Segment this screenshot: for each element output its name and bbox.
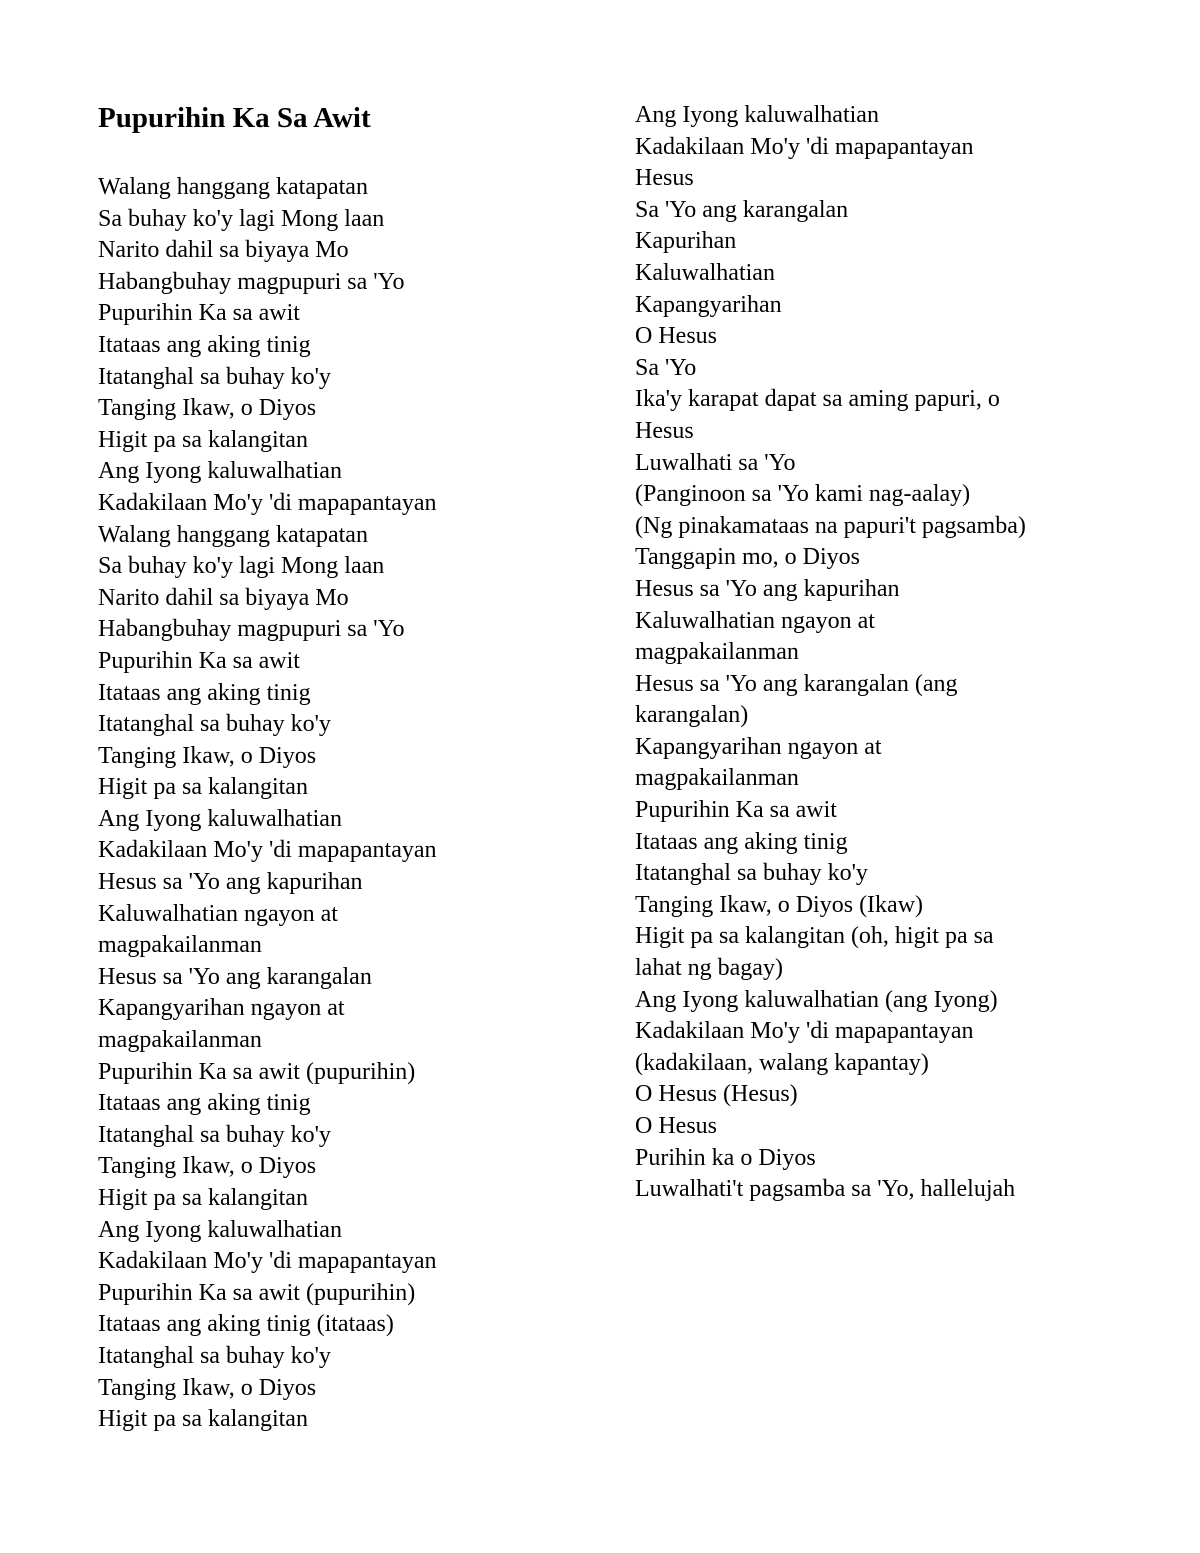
lyric-line: Ang Iyong kaluwalhatian — [98, 805, 342, 832]
lyric-line: Itataas ang aking tinig (itataas) — [98, 1311, 394, 1338]
lyric-line: Tanging Ikaw, o Diyos — [98, 742, 317, 769]
lyric-line: Higit pa sa kalangitan — [98, 1185, 308, 1211]
lyric-line: Kadakilaan Mo'y 'di mapapantayan — [635, 133, 974, 160]
lyric-line: Itatanghal sa buhay ko'y — [635, 860, 868, 887]
lyric-line: Habangbuhay magpupuri sa 'Yo — [98, 268, 405, 295]
lyric-line: Hesus sa 'Yo ang karangalan (ang — [635, 670, 958, 697]
lyric-line: Kadakilaan Mo'y 'di mapapantayan — [98, 837, 437, 864]
lyric-line: Kadakilaan Mo'y 'di mapapantayan — [98, 1248, 437, 1275]
lyric-line: Ang Iyong kaluwalhatian — [98, 1216, 342, 1243]
lyric-line: Luwalhati sa 'Yo — [635, 449, 796, 476]
lyric-line: Kadakilaan Mo'y 'di mapapantayan — [98, 489, 437, 516]
lyric-line: Tanging Ikaw, o Diyos (Ikaw) — [635, 891, 924, 918]
lyric-line: Tanging Ikaw, o Diyos — [98, 1374, 317, 1401]
lyric-line: magpakailanman — [98, 1027, 262, 1054]
lyric-line: Habangbuhay magpupuri sa 'Yo — [98, 616, 405, 643]
lyric-line: (Panginoon sa 'Yo kami nag-aalay) — [635, 481, 971, 508]
lyric-line: (Ng pinakamataas na papuri't pagsamba) — [635, 512, 1026, 539]
lyric-line: Itataas ang aking tinig — [98, 1090, 311, 1117]
lyric-line: Pupurihin Ka sa awit — [635, 797, 837, 824]
lyric-line: Tanging Ikaw, o Diyos — [98, 395, 317, 422]
lyric-line: Higit pa sa kalangitan (oh, higit pa sa — [635, 923, 994, 950]
lyric-line: Sa buhay ko'y lagi Mong laan — [98, 205, 385, 232]
lyric-line: Hesus sa 'Yo ang karangalan — [98, 963, 372, 990]
lyric-line: Sa buhay ko'y lagi Mong laan — [98, 553, 385, 580]
lyric-line: Itataas ang aking tinig — [98, 331, 311, 358]
lyric-line: Tanggapin mo, o Diyos — [635, 544, 860, 571]
lyric-line: Pupurihin Ka sa awit — [98, 300, 300, 327]
lyric-line: Hesus — [635, 417, 694, 444]
lyric-line: Hesus sa 'Yo ang kapurihan — [98, 869, 363, 896]
lyric-line: Ika'y karapat dapat sa aming papuri, o — [635, 386, 1000, 413]
lyric-line: Narito dahil sa biyaya Mo — [98, 584, 349, 611]
lyric-line: Sa 'Yo ang karangalan — [635, 196, 849, 223]
lyric-line: Narito dahil sa biyaya Mo — [98, 237, 349, 264]
lyric-line: Higit pa sa kalangitan — [98, 426, 308, 453]
lyric-line: Itatanghal sa buhay ko'y — [98, 1121, 331, 1148]
lyric-line: Kapangyarihan ngayon at — [98, 995, 345, 1022]
lyric-line: Kaluwalhatian — [635, 259, 775, 286]
lyric-line: Kapangyarihan — [635, 291, 782, 318]
lyric-line: Hesus sa 'Yo ang kapurihan — [635, 575, 900, 602]
lyric-line: O Hesus (Hesus) — [635, 1081, 798, 1108]
lyric-line: Pupurihin Ka sa awit — [98, 647, 300, 674]
lyric-line: Higit pa sa kalangitan — [98, 774, 308, 801]
lyric-line: Walang hanggang katapatan — [98, 521, 368, 548]
lyric-line: Higit pa sa kalangitan — [98, 1406, 308, 1433]
song-title: Pupurihin Ka Sa Awit — [98, 102, 371, 134]
lyric-line: Itataas ang aking tinig — [98, 679, 311, 706]
lyric-line: Kadakilaan Mo'y 'di mapapantayan — [635, 1018, 974, 1045]
lyric-line: magpakailanman — [635, 639, 799, 666]
lyric-line: Kapurihan — [635, 228, 737, 255]
right-lyrics — [635, 100, 1026, 1206]
lyric-line: Itatanghal sa buhay ko'y — [98, 1342, 331, 1369]
lyric-line: Ang Iyong kaluwalhatian — [635, 102, 879, 128]
lyric-line: Ang Iyong kaluwalhatian (ang Iyong) — [635, 986, 998, 1013]
lyric-line: lahat ng bagay) — [635, 955, 783, 982]
lyric-line: Pupurihin Ka sa awit (pupurihin) — [98, 1279, 416, 1306]
lyric-line: Kaluwalhatian ngayon at — [98, 900, 338, 927]
lyric-line: magpakailanman — [635, 765, 799, 792]
lyric-line: Itatanghal sa buhay ko'y — [98, 711, 331, 738]
lyric-line: Pupurihin Ka sa awit (pupurihin) — [98, 1058, 416, 1085]
lyric-line: karangalan) — [635, 702, 749, 729]
lyric-line: Hesus — [635, 165, 694, 192]
lyric-line: Luwalhati't pagsamba sa 'Yo, hallelujah — [635, 1176, 1016, 1203]
lyric-line: Sa 'Yo — [635, 354, 697, 381]
lyric-line: Kapangyarihan ngayon at — [635, 733, 882, 760]
lyric-line: O Hesus — [635, 1113, 717, 1139]
lyric-line: Itatanghal sa buhay ko'y — [98, 363, 331, 390]
lyric-line: Kaluwalhatian ngayon at — [635, 607, 875, 634]
left-lyrics — [98, 172, 437, 1436]
lyric-line: Tanging Ikaw, o Diyos — [98, 1153, 317, 1180]
lyric-line: Ang Iyong kaluwalhatian — [98, 458, 342, 485]
lyric-line: (kadakilaan, walang kapantay) — [635, 1049, 929, 1076]
lyric-line: Walang hanggang katapatan — [98, 174, 368, 200]
lyric-line: O Hesus — [635, 323, 717, 350]
lyric-line: Itataas ang aking tinig — [635, 828, 848, 855]
lyric-line: Purihin ka o Diyos — [635, 1144, 816, 1171]
lyric-line: magpakailanman — [98, 932, 262, 959]
